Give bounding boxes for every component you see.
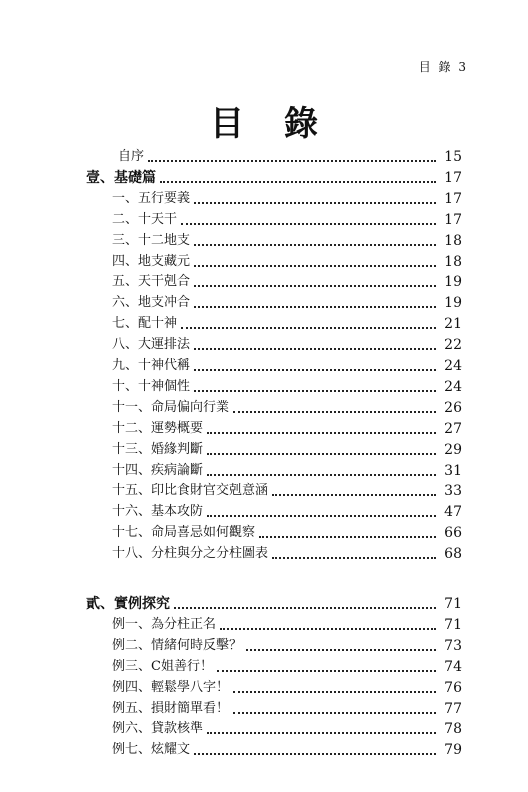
toc-entry <box>0 542 528 562</box>
toc-entry-label: 例一、為分柱正名 <box>112 616 217 632</box>
toc-entry-page-number: 26 <box>444 399 462 416</box>
header-label: 目 錄 <box>418 60 453 74</box>
dot-leader <box>272 494 436 496</box>
toc-entry-page-number: 17 <box>444 169 462 186</box>
toc-entry-label: 例二、情緒何時反擊？ <box>112 637 243 653</box>
toc-entry-page-number: 22 <box>444 337 462 354</box>
toc-entry-page-number: 17 <box>444 211 462 228</box>
toc-entry-label: 十五、印比食財官交剋意涵 <box>112 483 269 499</box>
toc-entry-page-number: 68 <box>444 546 462 563</box>
toc-entry-page-number: 71 <box>444 616 462 633</box>
toc-entry-page-number: 33 <box>444 483 462 500</box>
toc-entry-page-number: 71 <box>444 596 462 612</box>
toc-entry <box>0 145 528 165</box>
toc-entry-label: 自序 <box>118 149 145 164</box>
toc-entry-label: 八、大運排法 <box>112 337 191 353</box>
toc-entry-label: 九、十神代稱 <box>112 358 191 373</box>
dot-leader <box>207 474 436 476</box>
dot-leader <box>246 649 436 651</box>
toc-entry-page-number: 15 <box>444 149 462 165</box>
toc-entry <box>0 521 528 541</box>
page-title: 目錄 <box>210 104 358 144</box>
toc-entry <box>0 655 528 675</box>
toc-entry <box>0 229 528 249</box>
dot-leader <box>148 160 436 162</box>
toc-entry-label: 四、地支藏元 <box>112 253 191 269</box>
dot-leader <box>220 628 436 630</box>
dot-leader <box>207 515 436 517</box>
toc-section-heading <box>0 166 528 186</box>
toc-entry-page-number: 18 <box>444 253 462 270</box>
toc-entry <box>0 187 528 207</box>
toc-entry-label: 例三、C姐善行！ <box>112 658 213 674</box>
dot-leader <box>233 712 436 714</box>
dot-leader <box>217 670 436 672</box>
toc-entry-page-number: 21 <box>444 316 462 333</box>
toc-entry <box>0 208 528 228</box>
toc-entry-label: 例四、輕鬆學八字！ <box>112 679 230 695</box>
dot-leader <box>272 557 436 559</box>
toc-entry-page-number: 74 <box>444 658 462 675</box>
toc-entry <box>0 333 528 353</box>
toc-entry-label: 十三、婚緣判斷 <box>112 441 204 457</box>
toc-entry-label: 貳、實例探究 <box>86 596 170 612</box>
toc-entry <box>0 613 528 633</box>
toc-entry-page-number: 29 <box>444 441 462 458</box>
toc-entry <box>0 738 528 758</box>
toc-entry-page-number: 77 <box>444 700 462 717</box>
dot-leader <box>194 244 436 246</box>
toc-entry-page-number: 19 <box>444 274 462 291</box>
toc-entry <box>0 438 528 458</box>
toc-entry-label: 壹、基礎篇 <box>86 169 156 186</box>
dot-leader <box>259 536 436 538</box>
toc-entry-page-number: 66 <box>444 525 462 542</box>
dot-leader <box>194 202 436 204</box>
toc-entry-label: 六、地支冲合 <box>112 295 191 311</box>
dot-leader <box>194 390 436 392</box>
toc-entry-label: 例七、炫耀文 <box>112 742 191 758</box>
toc-entry <box>0 717 528 737</box>
dot-leader <box>194 285 436 287</box>
toc-entry-label: 三、十二地支 <box>112 232 191 248</box>
dot-leader <box>174 607 436 609</box>
toc-entry <box>0 676 528 696</box>
dot-leader <box>160 181 436 183</box>
toc-entry-label: 七、配十神 <box>112 316 178 332</box>
toc-entry <box>0 500 528 520</box>
toc-entry-page-number: 24 <box>444 378 462 395</box>
toc-entry-label: 十一、命局偏向行業 <box>112 399 230 415</box>
toc-entry-label: 例五、損財簡單看！ <box>112 700 230 716</box>
dot-leader <box>194 753 436 755</box>
toc-entry-page-number: 47 <box>444 504 462 521</box>
dot-leader <box>181 327 436 329</box>
toc-entry <box>0 697 528 717</box>
toc-entry-page-number: 27 <box>444 420 462 437</box>
toc-entry-page-number: 19 <box>444 295 462 312</box>
toc-entry <box>0 459 528 479</box>
toc-entry-page-number: 17 <box>444 190 462 207</box>
toc-entry-label: 十四、疾病論斷 <box>112 462 204 478</box>
dot-leader <box>207 732 436 734</box>
running-header <box>419 58 468 75</box>
header-page-number: 3 <box>458 60 468 74</box>
toc-entry-page-number: 31 <box>444 462 462 479</box>
dot-leader <box>181 223 436 225</box>
toc-entry <box>0 396 528 416</box>
toc-entry-label: 十七、命局喜忌如何觀察 <box>112 525 256 541</box>
dot-leader <box>233 411 436 413</box>
toc-entry <box>0 312 528 332</box>
toc-entry-label: 五、天干剋合 <box>112 274 191 290</box>
toc-entry <box>0 375 528 395</box>
toc-entry-label: 一、五行要義 <box>112 190 191 206</box>
toc-entry <box>0 634 528 654</box>
toc-entry-page-number: 18 <box>444 232 462 249</box>
toc-entry-page-number: 79 <box>444 742 462 759</box>
toc-entry <box>0 354 528 374</box>
dot-leader <box>194 306 436 308</box>
dot-leader <box>194 348 436 350</box>
toc-entry-page-number: 24 <box>444 358 462 374</box>
toc-entry-label: 例六、貸款核準 <box>112 721 204 737</box>
toc-entry-label: 二、十天干 <box>112 211 178 227</box>
toc-entry-page-number: 78 <box>444 721 462 738</box>
toc-entry <box>0 250 528 270</box>
dot-leader <box>207 432 436 434</box>
toc-entry-label: 十二、運勢概要 <box>112 420 204 436</box>
dot-leader <box>233 691 436 693</box>
toc-entry-label: 十六、基本攻防 <box>112 504 204 520</box>
toc-entry-page-number: 76 <box>444 679 462 696</box>
toc-entry <box>0 479 528 499</box>
toc-entry-page-number: 73 <box>444 637 462 654</box>
toc-entry-label: 十八、分柱與分之分柱圖表 <box>112 546 269 562</box>
dot-leader <box>194 369 436 371</box>
toc-entry-label: 十、十神個性 <box>112 378 191 394</box>
dot-leader <box>194 265 436 267</box>
toc-entry <box>0 417 528 437</box>
toc-entry <box>0 291 528 311</box>
dot-leader <box>207 453 436 455</box>
toc-entry <box>0 270 528 290</box>
toc-section-heading <box>0 592 528 612</box>
